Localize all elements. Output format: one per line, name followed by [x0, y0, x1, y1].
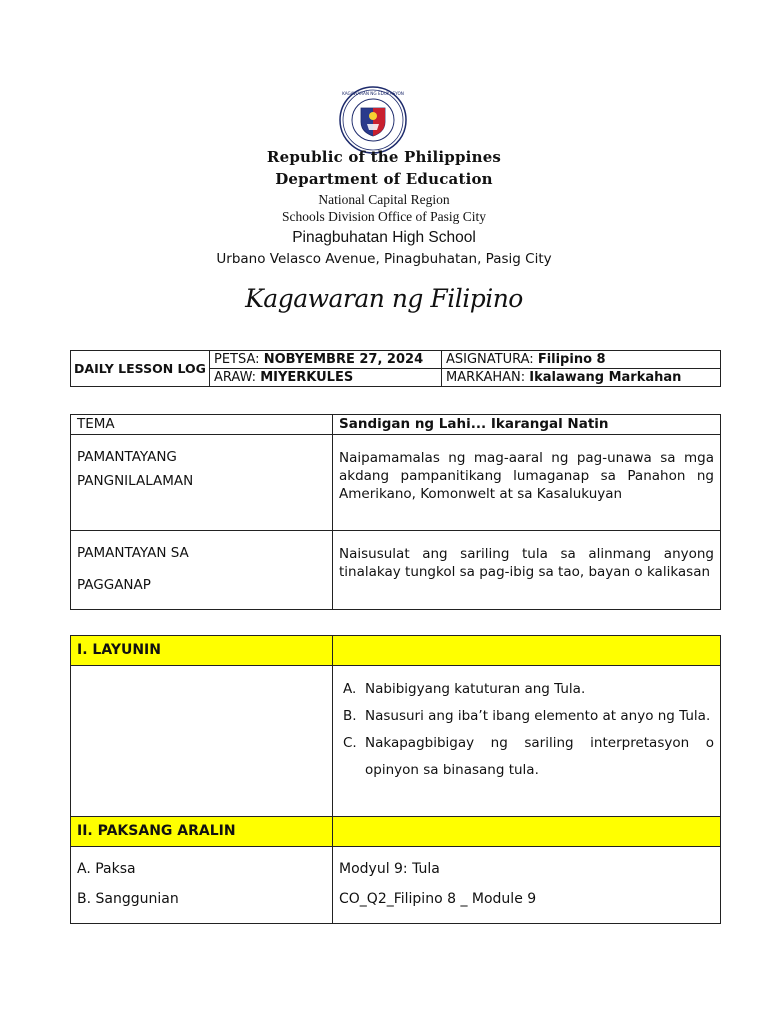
paksang-aralin-heading-blank: [333, 817, 721, 847]
objective-marker: B.: [343, 708, 357, 724]
seal-text: KAGAWARAN NG EDUKASYON: [342, 91, 404, 96]
pamantayang-pangnilalaman-label: [71, 435, 333, 531]
objectives-list: [333, 676, 720, 784]
paksang-aralin-labels: [71, 847, 333, 924]
division-line: Schools Division Office of Pasig City: [281, 209, 487, 224]
daily-lesson-log-title: DAILY LESSON LOG: [71, 351, 210, 387]
araw-label: ARAW:: [214, 370, 257, 385]
layunin-heading: I. LAYUNIN: [71, 636, 333, 666]
deped-line: Department of Education: [275, 170, 493, 188]
layunin-heading-blank: [333, 636, 721, 666]
pn-label-line2: PANGNILALAMAN: [77, 473, 194, 489]
petsa-label: PETSA:: [214, 352, 260, 367]
objective-item: [333, 676, 720, 703]
araw-cell: [210, 369, 442, 387]
region-line: National Capital Region: [318, 192, 450, 207]
paksang-aralin-heading: II. PAKSANG ARALIN: [71, 817, 333, 847]
pp-label-line1: PAMANTAYAN SA: [77, 545, 189, 561]
markahan-value: Ikalawang Markahan: [529, 370, 682, 385]
sanggunian-label: B. Sanggunian: [77, 891, 179, 907]
asignatura-label: ASIGNATURA:: [446, 352, 534, 367]
layunin-left-blank: [71, 666, 333, 817]
department-title: Kagawaran ng Filipino: [245, 284, 523, 313]
layunin-objectives: [333, 666, 721, 817]
tema-value: Sandigan ng Lahi... Ikarangal Natin: [333, 415, 721, 435]
objective-item: [333, 703, 720, 730]
lesson-header-table: [70, 350, 721, 387]
objective-marker: A.: [343, 681, 357, 697]
petsa-value: NOBYEMBRE 27, 2024: [263, 352, 424, 367]
pamantayang-pangnilalaman-value: Naipamamalas ng mag-aaral ng pag-unawa sa mga akdang pampanitikang lumaganap sa Panahon ng Amerikano, Komonwelt at sa Kasalukuyan: [333, 435, 721, 531]
petsa-cell: [210, 351, 442, 369]
deped-seal-logo: [339, 86, 407, 154]
lesson-sections-table: [70, 635, 721, 924]
pamantayan-sa-pagganap-value: Naisusulat ang sariling tula sa alinmang anyong tinalakay tungkol sa pag-ibig sa tao, bayan o kalikasan: [333, 531, 721, 610]
tema-label: TEMA: [71, 415, 333, 435]
araw-value: MIYERKULES: [260, 370, 354, 385]
pp-label-line2: PAGGANAP: [77, 577, 151, 593]
objective-text: Nakapagbibigay ng sariling interpretasyon o opinyon sa binasang tula.: [365, 735, 714, 778]
asignatura-value: Filipino 8: [537, 352, 606, 367]
pamantayan-sa-pagganap-label: [71, 531, 333, 610]
paksa-label: A. Paksa: [77, 861, 136, 877]
objective-text: Nabibigyang katuturan ang Tula.: [365, 681, 586, 697]
objective-marker: C.: [343, 735, 357, 751]
objective-text: Nasusuri ang iba’t ibang elemento at anyo ng Tula.: [365, 708, 711, 724]
markahan-cell: [442, 369, 721, 387]
asignatura-cell: [442, 351, 721, 369]
school-address: Urbano Velasco Avenue, Pinagbuhatan, Pasig City: [216, 251, 552, 267]
tema-table: [70, 414, 721, 610]
markahan-label: MARKAHAN:: [446, 370, 526, 385]
paksang-aralin-values: [333, 847, 721, 924]
paksa-value: Modyul 9: Tula: [339, 861, 440, 877]
pn-label-line1: PAMANTAYANG: [77, 449, 177, 465]
sanggunian-value: CO_Q2_Filipino 8 _ Module 9: [339, 891, 537, 907]
republic-line: Republic of the Philippines: [266, 148, 502, 166]
school-name: Pinagbuhatan High School: [292, 229, 476, 246]
objective-item: [333, 730, 720, 784]
